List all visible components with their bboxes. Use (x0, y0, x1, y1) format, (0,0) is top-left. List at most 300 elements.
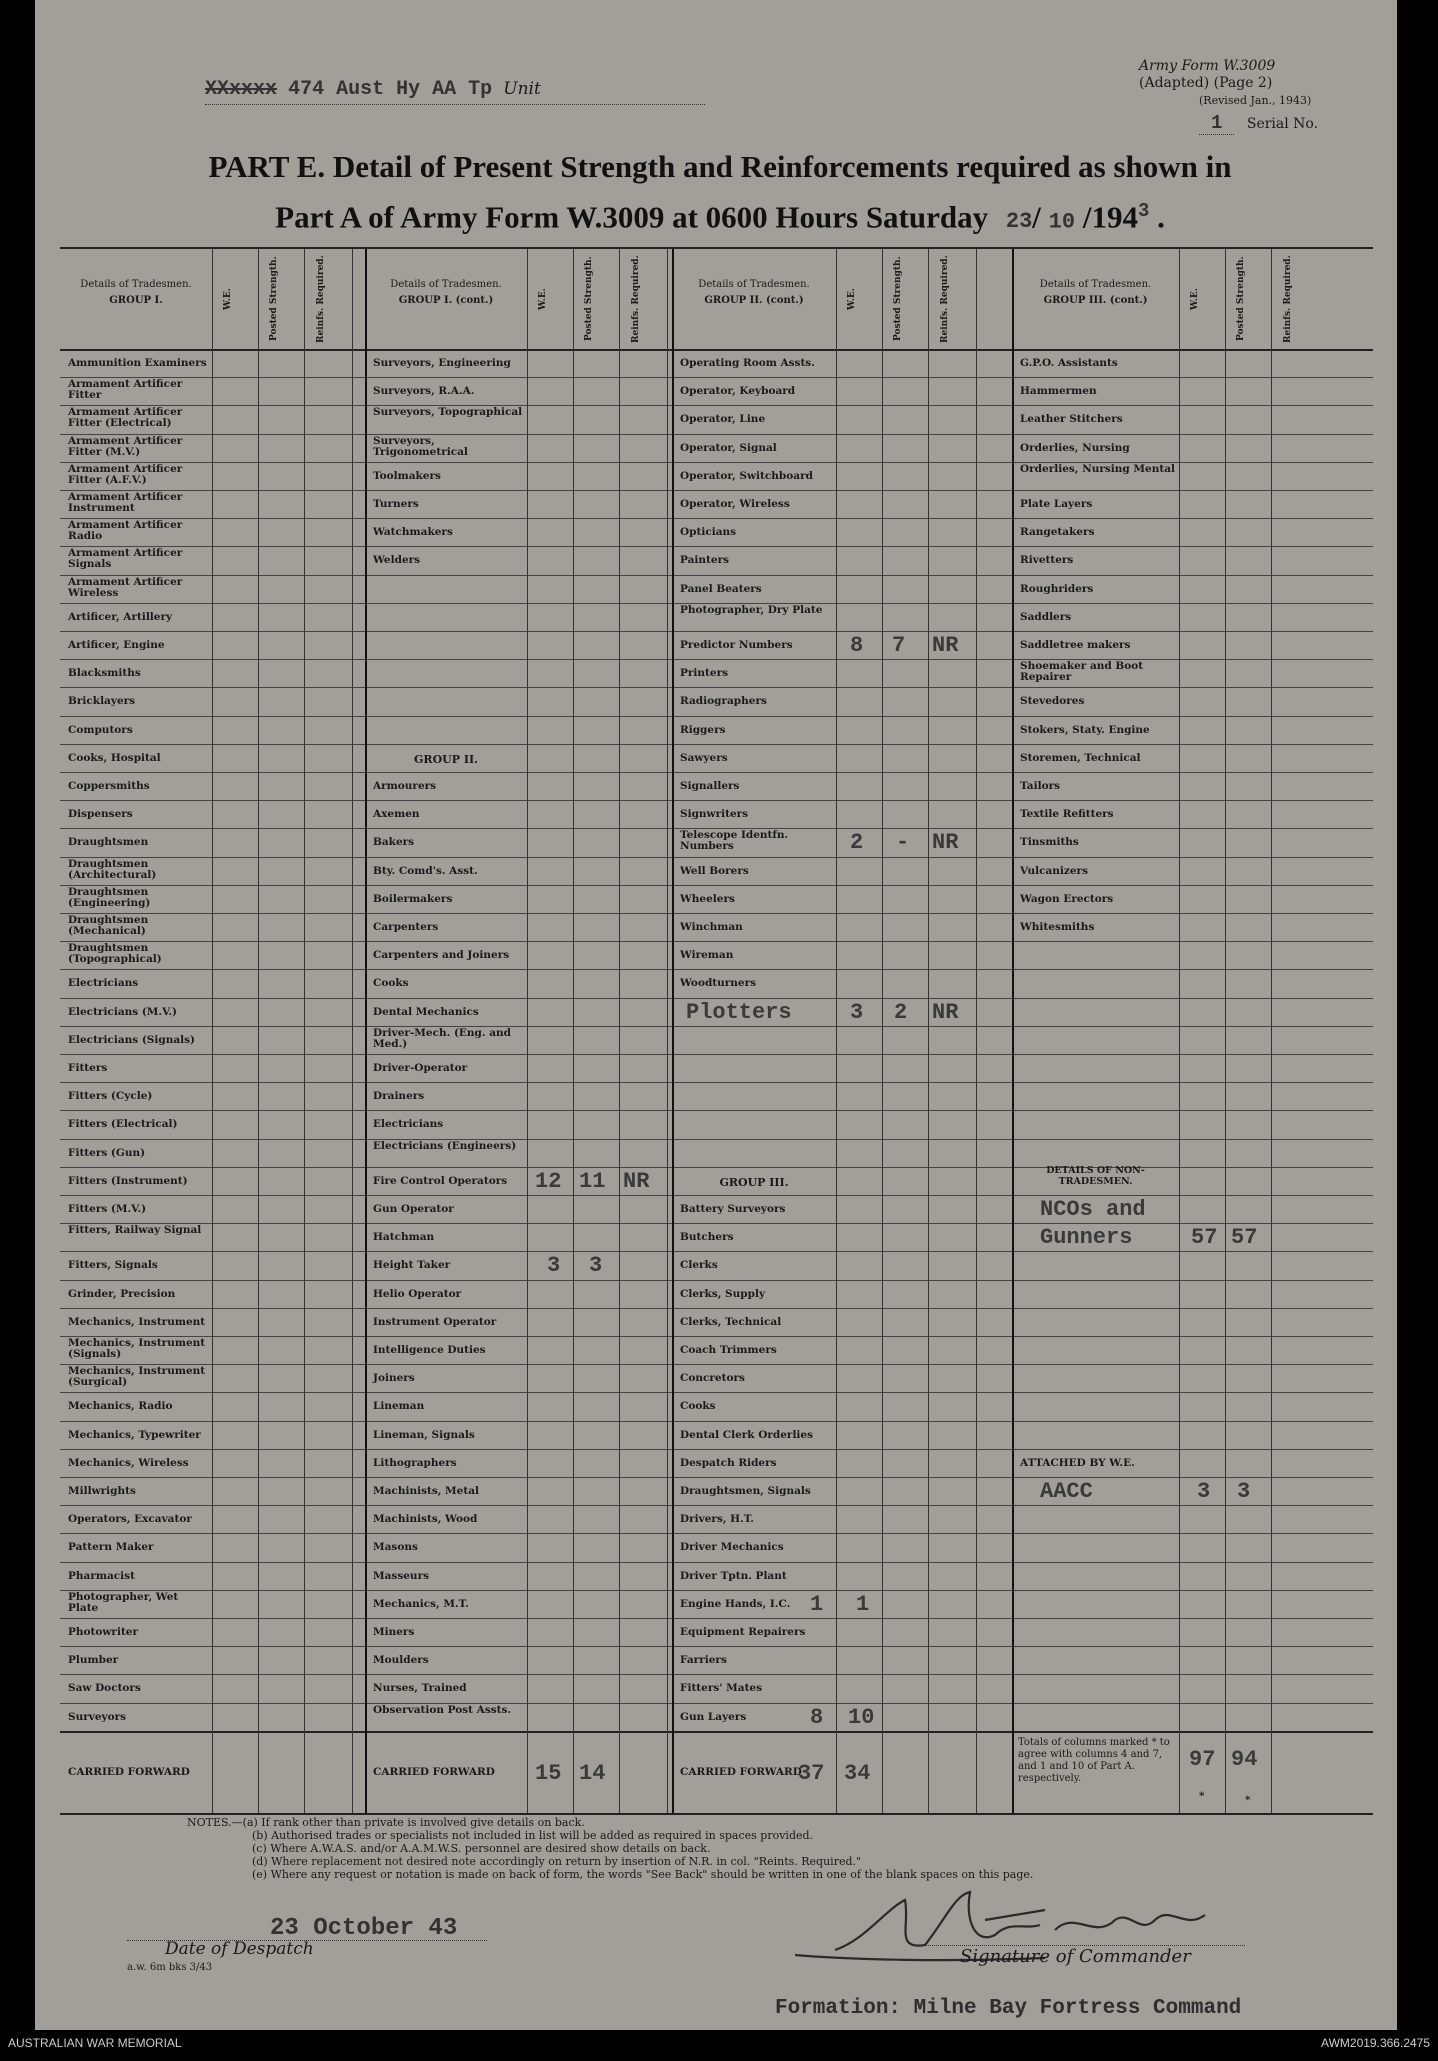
trade-label: Surveyors, Engineering (373, 357, 511, 369)
row-rule (60, 1251, 1373, 1252)
trade-label: Leather Stitchers (1020, 413, 1123, 426)
column-rule (527, 249, 528, 1813)
form-identifier (1139, 58, 1359, 133)
row-rule (60, 687, 1373, 688)
row-rule (60, 1533, 1373, 1534)
carried-forward-rule (60, 1731, 1373, 1733)
trade-label: Radiographers (680, 695, 767, 708)
trade-label: Carpenters and Joiners (373, 949, 510, 962)
column-rule (1271, 249, 1272, 1813)
trade-label: Operating Room Assts. (680, 357, 815, 369)
trade-label: Intelligence Duties (373, 1344, 486, 1356)
unit-label: Unit (503, 79, 541, 99)
trade-label: Axemen (373, 808, 420, 821)
trade-label: Instrument Operator (373, 1315, 497, 1328)
trade-label: Observation Post Assts. (373, 1703, 512, 1716)
column-rule (928, 249, 929, 1813)
trade-label: Sawyers (680, 751, 728, 764)
cf-group3-we: 37 (798, 1760, 825, 1786)
archive-credit: AUSTRALIAN WAR MEMORIAL (8, 2036, 182, 2050)
trade-label: Artificer, Artillery (68, 610, 173, 623)
note-c: (c) Where A.W.A.S. and/or A.A.M.W.S. personnel are desired show details on back. (252, 1842, 711, 1855)
trade-label: Drainers (373, 1090, 425, 1103)
trade-label: Machinists, Metal (373, 1485, 479, 1497)
trade-label: Rangetakers (1020, 526, 1095, 539)
trade-label: Signallers (680, 780, 740, 792)
trade-label: Electricians (Engineers) (373, 1139, 517, 1152)
trade-label: Boilermakers (373, 892, 453, 905)
trade-label: Helio Operator (373, 1287, 462, 1300)
trade-label: Armament Artificer Signals (68, 547, 183, 571)
column-header-we: W.E. (223, 288, 233, 310)
trade-label: Hammermen (1020, 385, 1097, 398)
signature-label: Signature of Commander (960, 1946, 1191, 1967)
row-rule (60, 1449, 1373, 1450)
column-header-details (1012, 279, 1179, 307)
ncos-we: 57 (1191, 1225, 1218, 1251)
column-rule (304, 249, 305, 1813)
trade-label: Surveyors, R.A.A. (373, 385, 475, 398)
row-rule (60, 913, 1373, 914)
row-rule (60, 1421, 1373, 1422)
row-rule (60, 1562, 1373, 1563)
plotters-we: 3 (850, 999, 864, 1025)
trade-label: Coach Trimmers (680, 1344, 777, 1356)
trade-label: Carpenters (373, 921, 439, 933)
column-header-details (60, 279, 212, 307)
row-rule (60, 518, 1373, 519)
trade-label: Clerks (680, 1259, 718, 1272)
plotters-label: Plotters (686, 999, 792, 1025)
cf-group3-posted: 34 (844, 1760, 871, 1786)
trade-label: Dental Mechanics (373, 1005, 479, 1018)
aacc-label: AACC (1040, 1479, 1093, 1504)
trade-label: Machinists, Wood (373, 1513, 478, 1526)
trade-label: Riggers (680, 723, 726, 736)
trade-label: Fitters, Railway Signal (68, 1224, 202, 1237)
trade-label: Bty. Comd's. Asst. (373, 864, 478, 877)
row-rule (60, 490, 1373, 491)
trade-label: Signwriters (680, 808, 749, 821)
trade-label: Cooks (680, 1400, 716, 1413)
trade-label: Draughtsmen (Topographical) (68, 942, 162, 966)
trade-label: Panel Beaters (680, 582, 762, 595)
trade-label: Equipment Repairers (680, 1626, 806, 1638)
trade-label: Cooks (373, 977, 409, 990)
ncos-posted: 57 (1231, 1225, 1258, 1251)
trade-label: Surveyors, Trigonometrical (373, 434, 468, 458)
row-rule (60, 434, 1373, 435)
trade-label: Fitters' Mates (680, 1682, 763, 1695)
header-details-label: Details of Tradesmen. (1039, 279, 1152, 290)
trade-label: ATTACHED BY W.E. (1020, 1456, 1135, 1469)
trade-label: Concretors (680, 1372, 745, 1385)
trade-label: Welders (373, 554, 421, 567)
trade-label: Draughtsmen, Signals (680, 1485, 811, 1497)
predictor-posted: 7 (892, 633, 906, 658)
star-posted: * (1245, 1793, 1251, 1806)
trade-label: Plumber (68, 1654, 119, 1667)
trade-label: Cooks, Hospital (68, 751, 161, 764)
fire-control-posted: 11 (579, 1168, 606, 1194)
trade-label: Operator, Switchboard (680, 469, 813, 482)
trade-label: Operator, Signal (680, 441, 777, 454)
predictor-reinfs: NR (932, 633, 959, 658)
archive-reference: AWM2019.366.2475 (1321, 2036, 1430, 2050)
trade-label: Well Borers (680, 864, 749, 877)
total-we: 97 (1189, 1746, 1216, 1772)
trade-label: Fire Control Operators (373, 1174, 508, 1187)
trade-label: Dispensers (68, 808, 133, 821)
trade-label: Tailors (1020, 780, 1061, 792)
trade-label: Watchmakers (373, 526, 453, 539)
header-rule (60, 349, 1373, 351)
trade-label: Armament Artificer Wireless (68, 575, 183, 599)
predictor-we: 8 (850, 633, 864, 658)
trade-label: Woodturners (680, 977, 757, 990)
column-rule (573, 249, 574, 1813)
trade-label: Farriers (680, 1654, 727, 1667)
telescope-we: 2 (850, 830, 864, 856)
trade-label: Tinsmiths (1020, 836, 1079, 849)
row-rule (60, 1280, 1373, 1281)
trade-label: Fitters (M.V.) (68, 1203, 147, 1215)
trade-label: Plate Layers (1020, 498, 1093, 510)
trade-label: Opticians (680, 526, 737, 539)
row-rule (60, 546, 1373, 547)
row-rule (60, 1618, 1373, 1619)
row-rule (60, 1703, 1373, 1704)
row-rule (60, 405, 1373, 406)
row-rule (60, 800, 1373, 801)
trade-label: Hatchman (373, 1231, 435, 1244)
trade-label: Drivers, H.T. (680, 1513, 754, 1526)
form-revised: (Revised Jan., 1943) (1199, 94, 1312, 107)
carried-forward-label: CARRIED FORWARD (68, 1765, 190, 1778)
trade-label: Fitters (Electrical) (68, 1118, 178, 1131)
trade-label: Wireman (680, 949, 734, 962)
title-line-2: Part A of Army Form W.3009 at 0600 Hours Saturday 23/ 10 $/194^3$ . (275, 199, 1165, 235)
formation: Formation: Milne Bay Fortress Command (775, 1997, 1242, 2020)
date-day: 23 (1005, 209, 1033, 235)
trade-label: Orderlies, Nursing Mental (1020, 462, 1175, 475)
column-header-details (672, 279, 836, 307)
trade-label: Operator, Line (680, 413, 766, 426)
column-header-we: W.E. (847, 288, 857, 310)
trade-label: Lineman, Signals (373, 1428, 475, 1441)
despatch-label: Date of Despatch (165, 1939, 314, 1959)
trade-label: Winchman (680, 921, 743, 933)
trade-label: Whitesmiths (1020, 921, 1095, 933)
trade-label: Millwrights (68, 1485, 136, 1497)
trade-label: Fitters, Signals (68, 1259, 158, 1272)
header-group-label: GROUP II. (cont.) (704, 295, 804, 306)
trade-label: Armament Artificer Fitter (A.F.V.) (68, 462, 183, 486)
trade-label: Battery Surveyors (680, 1203, 786, 1215)
trade-label: Height Taker (373, 1259, 451, 1272)
trade-label: Saddlers (1020, 610, 1072, 623)
trade-label: Fitters (68, 1062, 108, 1074)
column-rule (258, 249, 259, 1813)
header-group-label: GROUP I. (cont.) (398, 295, 494, 306)
trade-label: Driver Tptn. Plant (680, 1569, 787, 1582)
date-year-digit: 3 (1137, 200, 1150, 222)
trade-label: Mechanics, Instrument (Surgical) (68, 1365, 206, 1389)
star-we: * (1199, 1789, 1205, 1802)
strength-table (60, 247, 1373, 1815)
ncos-line-1: NCOs and (1040, 1197, 1146, 1222)
unit-line (205, 78, 705, 105)
row-rule (60, 631, 1373, 632)
total-posted: 94 (1231, 1746, 1258, 1772)
trade-label: Orderlies, Nursing (1020, 441, 1130, 454)
trade-label: Moulders (373, 1654, 429, 1667)
totals-note: Totals of columns marked * to agree with columns 4 and 7, and 1 and 10 of Part A. respectively. (1018, 1736, 1170, 1784)
note-b: (b) Authorised trades or specialists not included in list will be added as required in spaces provided. (252, 1829, 814, 1842)
trade-label: Armament Artificer Fitter (M.V.) (68, 434, 183, 458)
trade-label: Mechanics, Radio (68, 1400, 173, 1413)
trade-label: Storemen, Technical (1020, 751, 1141, 764)
trade-label: Artificer, Engine (68, 639, 165, 651)
trade-label: Telescope Identfn. Numbers (680, 829, 789, 853)
trade-label: Gun Layers (680, 1710, 747, 1723)
column-header-reinfs: Reinfs. Required. (1283, 255, 1293, 343)
trade-label: Gun Operator (373, 1203, 454, 1215)
column-rule (836, 249, 837, 1813)
column-header-posted: Posted Strength. (584, 256, 594, 342)
trade-label: Driver-Operator (373, 1062, 468, 1074)
row-rule (60, 772, 1373, 773)
row-rule (60, 1139, 1373, 1140)
trade-label: Vulcanizers (1020, 864, 1089, 877)
trade-label: Lineman (373, 1400, 425, 1413)
column-header-posted: Posted Strength. (893, 256, 903, 342)
trade-label: Turners (373, 498, 419, 510)
form-sheet (35, 0, 1397, 2030)
carried-forward-label: CARRIED FORWARD (373, 1765, 495, 1778)
column-header-reinfs: Reinfs. Required. (940, 255, 950, 343)
section-heading: DETAILS OF NON-TRADESMEN. (1046, 1164, 1145, 1187)
trade-label: Butchers (680, 1231, 734, 1244)
trade-label: Predictor Numbers (680, 639, 793, 651)
trade-label: Electricians (373, 1118, 444, 1131)
trade-label: Photographer, Wet Plate (68, 1590, 179, 1614)
trade-label: Wheelers (680, 892, 735, 905)
trade-label: Engine Hands, I.C. (680, 1597, 791, 1610)
row-rule (60, 1364, 1373, 1365)
height-taker-posted: 3 (589, 1253, 603, 1279)
trade-label: Fitters (Gun) (68, 1146, 146, 1159)
trade-label: Driver-Mech. (Eng. and Med.) (373, 1026, 511, 1050)
column-rule (352, 249, 353, 1813)
row-rule (60, 857, 1373, 858)
column-header-posted: Posted Strength. (1236, 256, 1246, 342)
trade-label: Wagon Erectors (1020, 892, 1114, 905)
trade-label: Fitters (Instrument) (68, 1174, 188, 1187)
row-rule (60, 716, 1373, 717)
notes (187, 1816, 1337, 1881)
row-rule (60, 1054, 1373, 1055)
note-e: (e) Where any request or notation is made on back of form, the words "See Back" should be written in one of the blank spaces on this page. (252, 1868, 1034, 1881)
trade-label: Draughtsmen (Architectural) (68, 857, 157, 881)
trade-label: Mechanics, Wireless (68, 1456, 189, 1469)
trade-label: Miners (373, 1626, 415, 1638)
trade-label: G.P.O. Assistants (1020, 357, 1118, 369)
trade-label: Armament Artificer Instrument (68, 491, 183, 514)
title-line-2-prefix: Part A of Army Form W.3009 at 0600 Hours Saturday (275, 199, 989, 235)
block-divider (365, 249, 367, 1813)
plotters-reinfs: NR (932, 999, 959, 1025)
trade-label: Masseurs (373, 1569, 430, 1582)
trade-label: Painters (680, 554, 730, 567)
note-a: NOTES.—(a) If rank other than private is involved give details on back. (187, 1816, 585, 1829)
trade-label: Saw Doctors (68, 1682, 141, 1695)
row-rule (60, 1392, 1373, 1393)
trade-label: Electricians (Signals) (68, 1033, 196, 1046)
header-details-label: Details of Tradesmen. (698, 279, 810, 290)
gun-layers-posted: 10 (848, 1704, 875, 1730)
trade-label: Ammunition Examiners (68, 357, 207, 369)
column-header-we: W.E. (1190, 288, 1200, 310)
row-rule (60, 1110, 1373, 1111)
column-header-we: W.E. (538, 288, 548, 310)
trade-label: Mechanics, M.T. (373, 1597, 469, 1610)
row-rule (60, 659, 1373, 660)
fire-control-reinfs: NR (623, 1168, 650, 1194)
row-rule (60, 377, 1373, 378)
form-title (95, 145, 1345, 244)
trade-label: Joiners (373, 1372, 415, 1385)
trade-label: Operator, Wireless (680, 498, 790, 510)
column-rule (667, 249, 668, 1813)
trade-label: Coppersmiths (68, 780, 150, 792)
despatch-date: 23 October 43 (270, 1915, 458, 1942)
serial-label: Serial No. (1246, 116, 1319, 132)
date-year: /194 (1082, 199, 1138, 235)
trade-label: Armament Artificer Fitter (68, 378, 183, 402)
row-rule (60, 1026, 1373, 1027)
telescope-reinfs: NR (932, 830, 959, 856)
serial-value: 1 (1199, 112, 1234, 135)
block-divider (1012, 249, 1014, 1813)
trade-label: Lithographers (373, 1456, 457, 1469)
engine-hands-we: 1 (810, 1591, 824, 1617)
row-rule (60, 1590, 1373, 1591)
row-rule (60, 1674, 1373, 1675)
section-heading: GROUP II. (414, 752, 478, 766)
form-adapted: (Adapted) (Page 2) (1139, 75, 1273, 91)
column-rule (1225, 249, 1226, 1813)
trade-label: Armament Artificer Radio (68, 519, 183, 543)
column-header-details (365, 279, 527, 307)
column-rule (1179, 249, 1180, 1813)
header-group-label: GROUP III. (cont.) (1043, 295, 1148, 306)
form-number: Army Form W.3009 (1139, 58, 1276, 74)
trade-label: Despatch Riders (680, 1456, 777, 1469)
section-heading: GROUP III. (719, 1175, 789, 1189)
date-month: 10 (1048, 209, 1076, 235)
cf-group2-we: 15 (535, 1760, 562, 1786)
trade-label: Mechanics, Typewriter (68, 1428, 201, 1441)
trade-label: Pharmacist (68, 1569, 135, 1582)
trade-label: Photowriter (68, 1626, 139, 1638)
trade-label: Printers (680, 667, 729, 680)
carried-forward-label: CARRIED FORWARD (680, 1765, 802, 1778)
column-header-reinfs: Reinfs. Required. (631, 255, 641, 343)
row-rule (60, 1477, 1373, 1478)
trade-label: Electricians (68, 977, 139, 990)
column-header-reinfs: Reinfs. Required. (316, 255, 326, 343)
height-taker-we: 3 (547, 1253, 561, 1279)
row-rule (60, 1082, 1373, 1083)
trade-label: Draughtsmen (Engineering) (68, 885, 151, 909)
trade-label: Mechanics, Instrument (Signals) (68, 1337, 206, 1360)
ncos-line-2: Gunners (1040, 1225, 1133, 1251)
trade-label: Nurses, Trained (373, 1682, 467, 1695)
trade-label: Masons (373, 1541, 418, 1554)
column-rule (619, 249, 620, 1813)
row-rule (60, 462, 1373, 463)
header-details-label: Details of Tradesmen. (80, 279, 192, 290)
trade-label: Photographer, Dry Plate (680, 603, 823, 616)
serial-line (1139, 112, 1359, 134)
engine-hands-posted: 1 (856, 1591, 870, 1617)
trade-label: Driver Mechanics (680, 1541, 784, 1554)
telescope-posted: - (896, 830, 910, 856)
trade-label: Armament Artificer Fitter (Electrical) (68, 406, 183, 430)
block-divider (672, 249, 674, 1813)
trade-label: Electricians (M.V.) (68, 1005, 178, 1018)
row-rule (60, 969, 1373, 970)
row-rule (60, 1223, 1373, 1224)
row-rule (60, 941, 1373, 942)
trade-label: Blacksmiths (68, 667, 141, 680)
row-rule (60, 1646, 1373, 1647)
plotters-posted: 2 (894, 999, 908, 1025)
trade-label: Grinder, Precision (68, 1287, 176, 1300)
note-d: (d) Where replacement not desired note accordingly on return by insertion of N.R. in col. "Reints. Required." (252, 1855, 862, 1868)
gun-layers-we: 8 (810, 1704, 824, 1730)
trade-label: Rivetters (1020, 554, 1074, 567)
row-rule (60, 575, 1373, 576)
trade-label: Toolmakers (373, 469, 441, 482)
column-rule (976, 249, 977, 1813)
trade-label: Dental Clerk Orderlies (680, 1428, 814, 1441)
row-rule (60, 1505, 1373, 1506)
trade-label: Roughriders (1020, 582, 1094, 595)
trade-label: Draughtsmen (Mechanical) (68, 914, 149, 937)
title-line-1: PART E. Detail of Present Strength and Reinforcements required as shown in (208, 149, 1232, 184)
row-rule (60, 998, 1373, 999)
row-rule (60, 744, 1373, 745)
trade-label: Pattern Maker (68, 1541, 154, 1554)
trade-label: Operator, Keyboard (680, 385, 796, 398)
aacc-posted: 3 (1237, 1479, 1251, 1504)
column-rule (212, 249, 213, 1813)
unit-struck: XXxxxx (205, 78, 278, 101)
trade-label: Operators, Excavator (68, 1513, 192, 1526)
trade-label: Surveyors, Topographical (373, 406, 523, 419)
unit-typed: 474 Aust Hy AA Tp (288, 78, 493, 101)
trade-label: Bricklayers (68, 695, 136, 708)
cf-group2-posted: 14 (579, 1760, 606, 1786)
aacc-we: 3 (1197, 1479, 1211, 1504)
trade-label: Stokers, Staty. Engine (1020, 723, 1150, 736)
row-rule (60, 1308, 1373, 1309)
trade-label: Clerks, Technical (680, 1315, 782, 1328)
trade-label: Shoemaker and Boot Repairer (1020, 660, 1144, 684)
trade-label: Saddletree makers (1020, 639, 1131, 651)
